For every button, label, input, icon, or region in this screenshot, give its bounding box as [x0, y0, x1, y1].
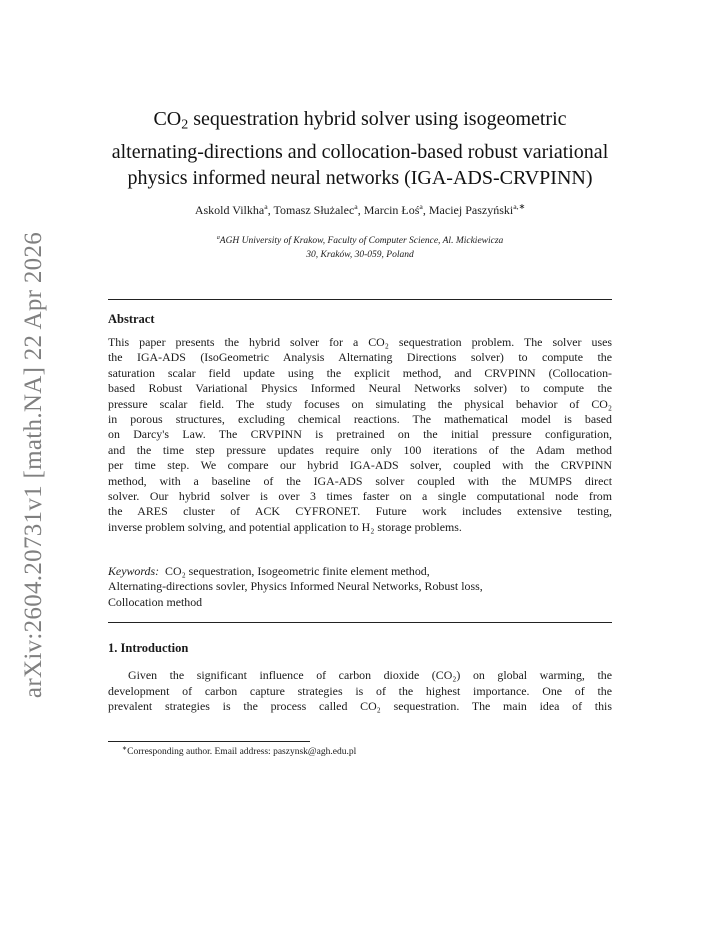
title-line-3: physics informed neural networks (IGA-ADS-CRVPINN): [127, 166, 593, 189]
footnote: ∗Corresponding author. Email address: paszynsk@agh.edu.pl: [122, 746, 357, 758]
abstract-line: inverse problem solving, and potential application to H₂ storage problems.: [108, 519, 462, 534]
abstract-line: the IGA-ADS (IsoGeometric Analysis Alternating Directions solver) to compute the: [108, 350, 612, 365]
section-heading-introduction: 1. Introduction: [108, 641, 189, 655]
keywords: [108, 564, 612, 610]
keywords-label: Keywords:: [108, 564, 160, 578]
author: Askold Vilkha$^a$: [194, 202, 268, 217]
body-line: development of carbon capture strategies is of the highest importance. One of the: [108, 683, 612, 698]
abstract-line: and the time step pressure updates require only 100 iterations of the Adam method: [108, 442, 612, 457]
abstract-line: pressure scalar field. The study focuses on simulating the physical behavior of CO₂: [108, 396, 612, 411]
abstract-bottom-rule: [108, 622, 612, 623]
arxiv-identifier: arXiv:2604.20731v1 [math.NA] 22 Apr 2026: [20, 231, 47, 699]
abstract-line: method, with a baseline of the IGA-ADS solver coupled with the MUMPS direct: [108, 473, 612, 488]
abstract-text: [108, 335, 612, 535]
abstract-line: This paper presents the hybrid solver for a CO₂ sequestration problem. The solver uses: [108, 335, 612, 349]
abstract-top-rule: [108, 299, 612, 300]
footnote-rule: [108, 741, 310, 742]
abstract-line: per time step. We compare our hybrid IGA-ADS solver, coupled with the CRVPINN: [108, 458, 612, 473]
abstract-line: the ARES cluster of ACK CYFRONET. Future work includes extensive testing,: [108, 504, 612, 519]
keywords-line: Collocation method: [108, 594, 203, 609]
keywords-line: Alternating-directions sovler, Physics Informed Neural Networks, Robust loss,: [108, 579, 483, 594]
abstract-line: solver. Our hybrid solver is over 3 times faster on a single computational node from: [108, 488, 612, 503]
title-line-2: alternating-directions and collocation-based robust variational: [111, 140, 609, 163]
abstract-line: on Darcy's Law. The CRVPINN is pretrained on the initial pressure configuration,: [108, 427, 612, 442]
title-line-1: $CO_2$ sequestration hybrid solver using isogeometric: [153, 108, 567, 133]
abstract-line: in porous structures, excluding chemical reactions. The mathematical model is based: [108, 411, 612, 426]
introduction-text: [108, 668, 612, 715]
abstract-line: based Robust Variational Physics Informed Neural Networks solver) to compute the: [108, 381, 612, 396]
author: Tomasz Służalec$^a$: [273, 202, 358, 217]
abstract-heading: Abstract: [108, 312, 155, 326]
author: Marcin Łoś$^a$: [363, 202, 423, 217]
affiliation: $^a$AGH University of Krakow, Faculty of Computer Science, Al. Mickiewicza 30, Kraków, 30-059, Poland: [216, 235, 504, 261]
body-line: prevalent strategies is the process called CO₂ sequestration. The main idea of this: [108, 699, 612, 714]
author: Maciej Paszyński$^{a,∗}$: [428, 202, 526, 217]
paper-title: [100, 106, 620, 191]
body-line: Given the significant influence of carbon dioxide (CO₂) on global warming, the: [128, 668, 612, 682]
author-list: Askold Vilkha$^a$, Tomasz Służalec$^a$, Marcin Łoś$^a$, Maciej Paszyński$^{a,∗}$: [194, 202, 526, 217]
keywords-line: CO₂ sequestration, Isogeometric finite element method,: [165, 564, 430, 578]
abstract-line: saturation scalar field update using the explicit method, and CRVPINN (Collocation-: [108, 365, 612, 380]
